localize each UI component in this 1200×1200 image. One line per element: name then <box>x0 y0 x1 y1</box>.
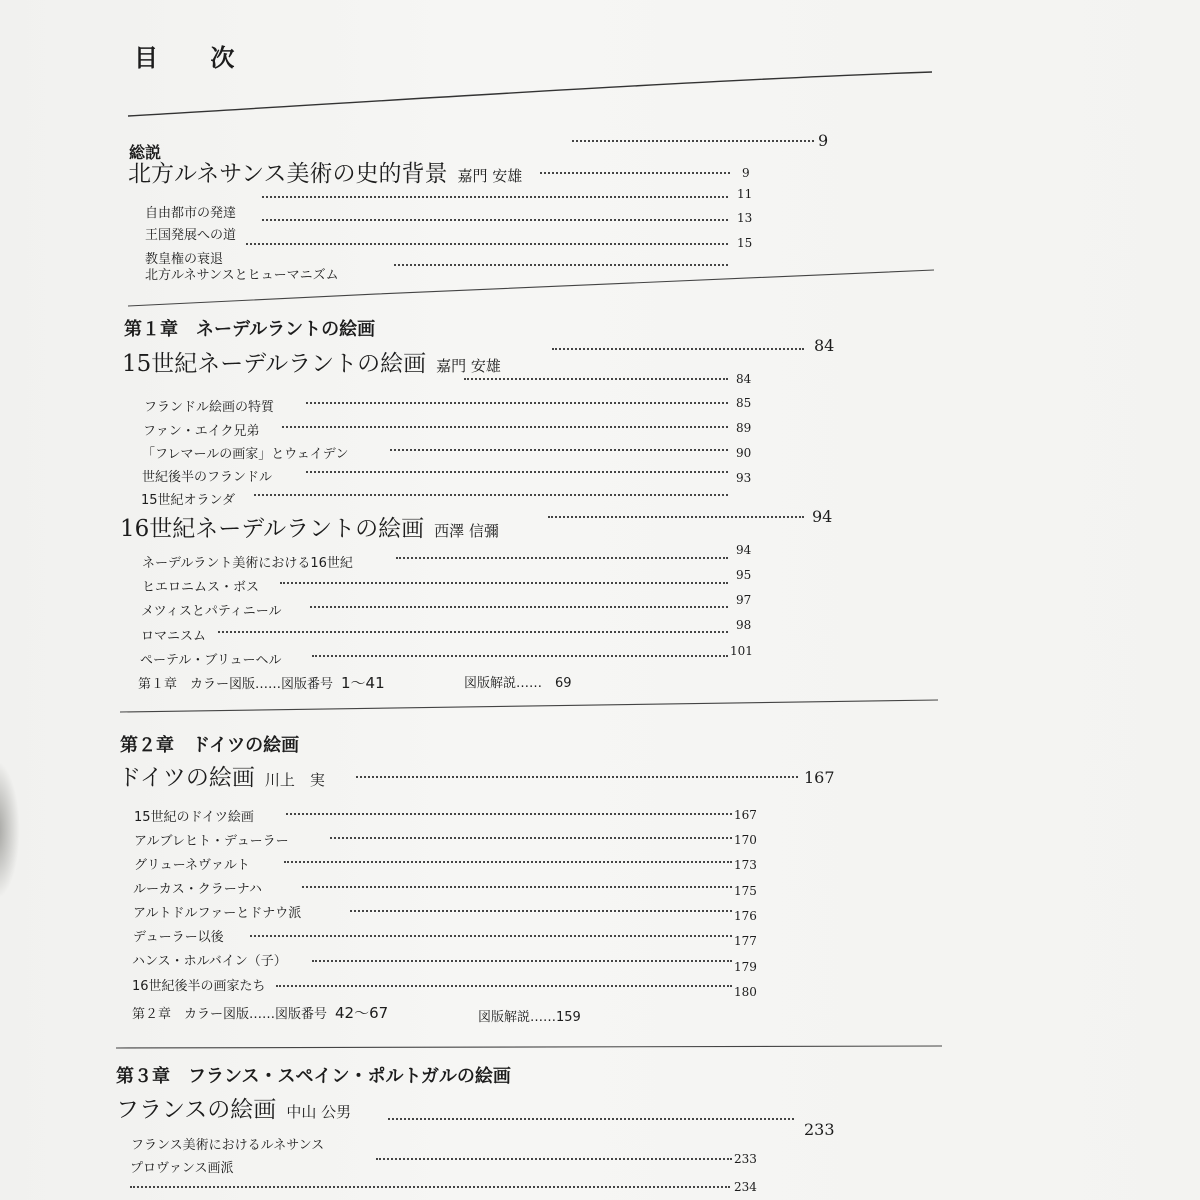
article-title-text: フランスの絵画 <box>116 1097 277 1123</box>
plate-notes: 図版解説……159 <box>478 1010 581 1025</box>
page-number: 167 <box>734 808 757 822</box>
subsection-label: 王国発展への道 <box>145 228 237 243</box>
page-number: 94 <box>736 543 752 557</box>
subsection-label: ヒエロニムス・ボス <box>142 580 260 595</box>
plates-range: 1～41 <box>341 674 385 692</box>
subsection-label: ペーテル・ブリューヘル <box>140 653 282 668</box>
page-number: 11 <box>737 187 753 201</box>
subsection-label: 16世紀後半の画家たち <box>132 979 266 994</box>
plates-label: 第１章 カラー図版……図版番号 <box>138 677 334 692</box>
general-heading: 総説 <box>129 143 162 162</box>
page-number: 9 <box>742 166 750 180</box>
subsection-label: 教皇権の衰退 <box>145 252 224 267</box>
subsection-label: ハンス・ホルバイン（子） <box>132 954 287 969</box>
subsection-label: アルブレヒト・デューラー <box>134 834 289 849</box>
plate-notes: 図版解説…… 69 <box>464 676 572 691</box>
article-author: 中山 公男 <box>286 1103 352 1121</box>
page-number: 85 <box>736 396 752 410</box>
subsection-label: 「フレマールの画家」とウェイデン <box>142 447 349 462</box>
subsection-label: ネーデルラント美術における16世紀 <box>142 556 353 571</box>
page-number: 15 <box>737 236 753 250</box>
page-number: 176 <box>734 909 757 923</box>
subsection-label: プロヴァンス画派 <box>130 1161 234 1176</box>
page-number: 101 <box>730 644 753 658</box>
page-number: 93 <box>736 471 752 485</box>
subsection-label: グリューネヴァルト <box>134 858 250 873</box>
subsection-label: ロマニスム <box>141 629 207 644</box>
page-number: 90 <box>736 446 752 460</box>
page-number: 13 <box>737 211 753 225</box>
article-title-text: 16世紀ネーデルラントの絵画 <box>120 516 425 542</box>
page-number: 180 <box>734 985 757 999</box>
page-number: 89 <box>736 421 752 435</box>
page-number: 167 <box>804 768 835 787</box>
page-number: 9 <box>818 131 829 150</box>
page-number: 177 <box>734 934 757 948</box>
subsection-label: フランス美術におけるルネサンス <box>131 1138 325 1153</box>
subsection-label: 世紀後半のフランドル <box>142 470 273 485</box>
toc-title: 目 次 <box>134 44 257 72</box>
leader-dots <box>388 1118 794 1120</box>
subsection-label: ファン・エイク兄弟 <box>143 424 260 439</box>
page-number: 97 <box>736 593 752 607</box>
chapter3-heading: 第３章 フランス・スペイン・ポルトガルの絵画 <box>116 1066 511 1087</box>
page-number: 84 <box>814 336 835 355</box>
article-author: 嘉門 安雄 <box>436 357 501 375</box>
article-author: 西澤 信彌 <box>434 522 499 540</box>
page-number: 84 <box>736 372 752 386</box>
leader-dots <box>130 1186 730 1188</box>
subsection-label: 15世紀オランダ <box>141 493 236 508</box>
subsection-label: アルトドルファーとドナウ派 <box>133 906 302 921</box>
subsection-label: 北方ルネサンスとヒューマニズム <box>145 268 339 283</box>
article-title-text: 北方ルネサンス美術の史的背景 <box>128 161 448 187</box>
subsection-label: フランドル絵画の特質 <box>144 400 275 415</box>
plates-range: 42～67 <box>335 1004 389 1022</box>
page-number: 179 <box>734 960 757 974</box>
subsection-label: 自由都市の発達 <box>145 206 237 221</box>
leader-dots <box>376 1158 732 1160</box>
subsection-label: ルーカス・クラーナハ <box>133 882 262 897</box>
chapter2-heading: 第２章 ドイツの絵画 <box>120 735 300 756</box>
page-number: 94 <box>812 507 833 526</box>
page-number: 233 <box>734 1152 757 1166</box>
page-number: 234 <box>734 1180 757 1194</box>
chapter1-heading: 第１章 ネーデルラントの絵画 <box>124 319 376 340</box>
page-number: 98 <box>736 618 752 632</box>
article-title-text: ドイツの絵画 <box>118 765 255 791</box>
page-number: 170 <box>734 833 757 847</box>
page-number: 173 <box>734 858 757 872</box>
article-author: 川上 実 <box>264 771 325 789</box>
article-author: 嘉門 安雄 <box>457 167 523 185</box>
page-number: 233 <box>804 1120 835 1139</box>
plates-label: 第２章 カラー図版……図版番号 <box>132 1007 328 1022</box>
subsection-label: 15世紀のドイツ絵画 <box>134 810 254 825</box>
subsection-label: メツィスとパティニール <box>141 604 282 619</box>
page-number: 95 <box>736 568 752 582</box>
article-title-text: 15世紀ネーデルラントの絵画 <box>122 351 427 377</box>
article-title <box>116 1096 351 1126</box>
subsection-label: デューラー以後 <box>133 930 224 945</box>
page-number: 175 <box>734 884 757 898</box>
